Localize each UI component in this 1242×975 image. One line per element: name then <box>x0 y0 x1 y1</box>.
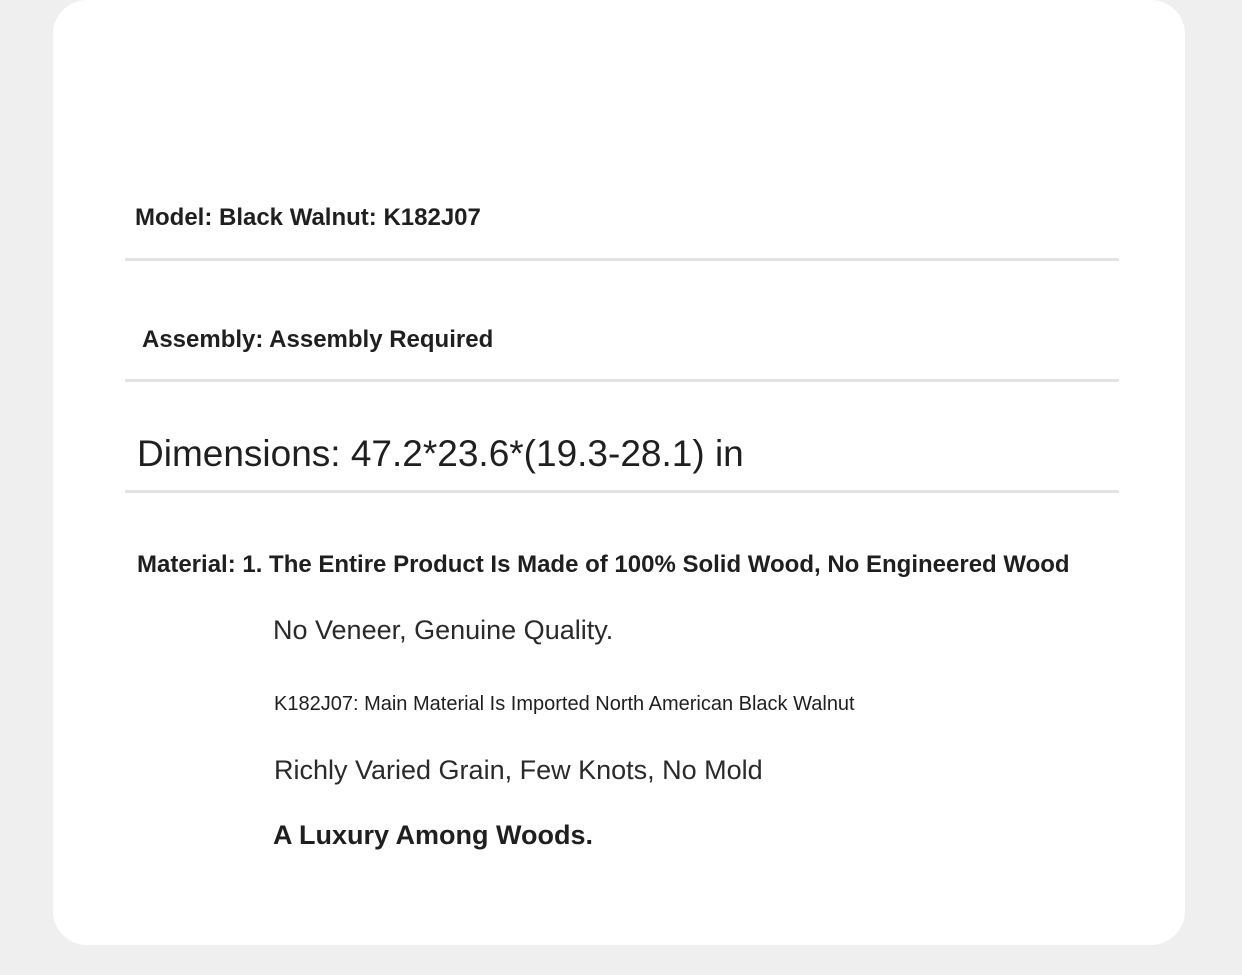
material-line: A Luxury Among Woods. <box>273 820 593 850</box>
divider <box>125 258 1119 261</box>
model-spec: Model: Black Walnut: K182J07 <box>135 204 481 231</box>
material-heading: Material: 1. The Entire Product Is Made of 100% Solid Wood, No Engineered Wood <box>137 551 1070 578</box>
assembly-spec: Assembly: Assembly Required <box>142 326 494 353</box>
divider <box>125 379 1119 382</box>
material-line: No Veneer, Genuine Quality. <box>273 615 614 645</box>
dimensions-spec: Dimensions: 47.2*23.6*(19.3-28.1) in <box>137 433 744 474</box>
material-line: K182J07: Main Material Is Imported North American Black Walnut <box>274 693 855 715</box>
divider <box>125 490 1119 493</box>
material-line: Richly Varied Grain, Few Knots, No Mold <box>274 755 763 785</box>
